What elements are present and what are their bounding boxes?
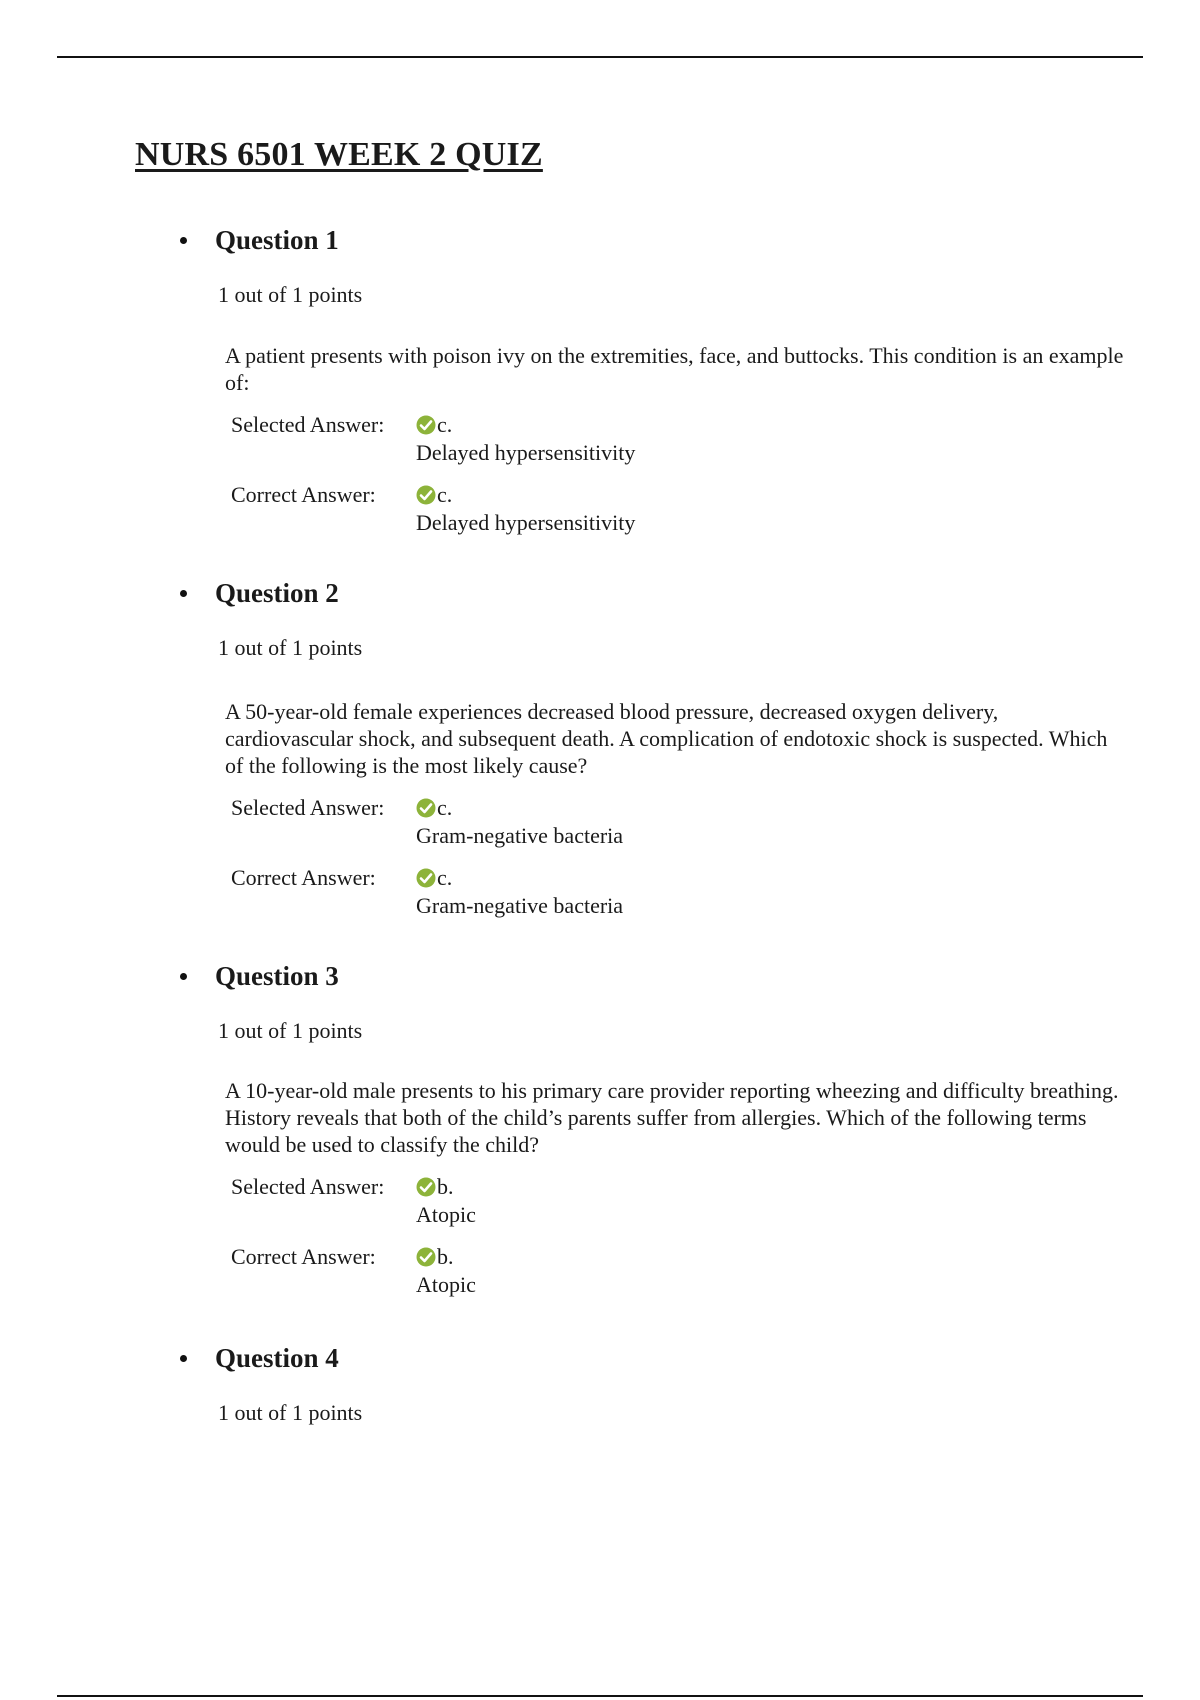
bullet [180,973,187,980]
question-points: 1 out of 1 points [218,1400,363,1425]
correct-answer-label: Correct Answer: [231,865,376,890]
answer-text: Delayed hypersensitivity [416,440,636,465]
correct-answer-label: Correct Answer: [231,1244,376,1269]
answer-letter: c. [437,412,453,437]
selected-answer-label: Selected Answer: [231,1174,385,1199]
answer-text: Gram-negative bacteria [416,823,624,848]
answer-text: Gram-negative bacteria [416,893,624,918]
question-label: Question 4 [215,1343,339,1373]
answer-text: Delayed hypersensitivity [416,510,636,535]
answer-text: Atopic [416,1272,476,1297]
page-title: NURS 6501 WEEK 2 QUIZ [135,136,543,173]
question-points: 1 out of 1 points [218,1018,363,1043]
answer-letter: b. [437,1174,454,1199]
checkmark-icon [416,412,437,437]
question-label: Question 1 [215,225,339,255]
answer-letter: c. [437,482,453,507]
answer-letter: b. [437,1244,454,1269]
checkmark-icon [416,795,437,820]
answer-text: Atopic [416,1202,476,1227]
bullet [180,590,187,597]
checkmark-icon [416,1244,437,1269]
question-label: Question 3 [215,961,339,991]
checkmark-icon [416,865,437,890]
bullet [180,1355,187,1362]
selected-answer-label: Selected Answer: [231,412,385,437]
answer-letter: c. [437,795,453,820]
question-prompt: A 10-year-old male presents to his primary care provider reporting wheezing and difficulty breathing. History reveals that both of the child’s parents suffer from allergies. Which of the following terms would be used to classify the child? [225,1078,1119,1157]
question-points: 1 out of 1 points [218,282,363,307]
header-rule [57,56,1143,58]
question-label: Question 2 [215,578,339,608]
bullet [180,237,187,244]
footer-rule [57,1695,1143,1697]
question-prompt: A patient presents with poison ivy on the extremities, face, and buttocks. This condition is an example of: [225,343,1124,395]
answer-letter: c. [437,865,453,890]
checkmark-icon [416,482,437,507]
question-prompt: A 50-year-old female experiences decreased blood pressure, decreased oxygen delivery, cardiovascular shock, and subsequent death. A complication of endotoxic shock is suspected. Which of the following is the most likely cause? [225,699,1108,778]
correct-answer-label: Correct Answer: [231,482,376,507]
selected-answer-label: Selected Answer: [231,795,385,820]
checkmark-icon [416,1174,437,1199]
question-points: 1 out of 1 points [218,635,363,660]
